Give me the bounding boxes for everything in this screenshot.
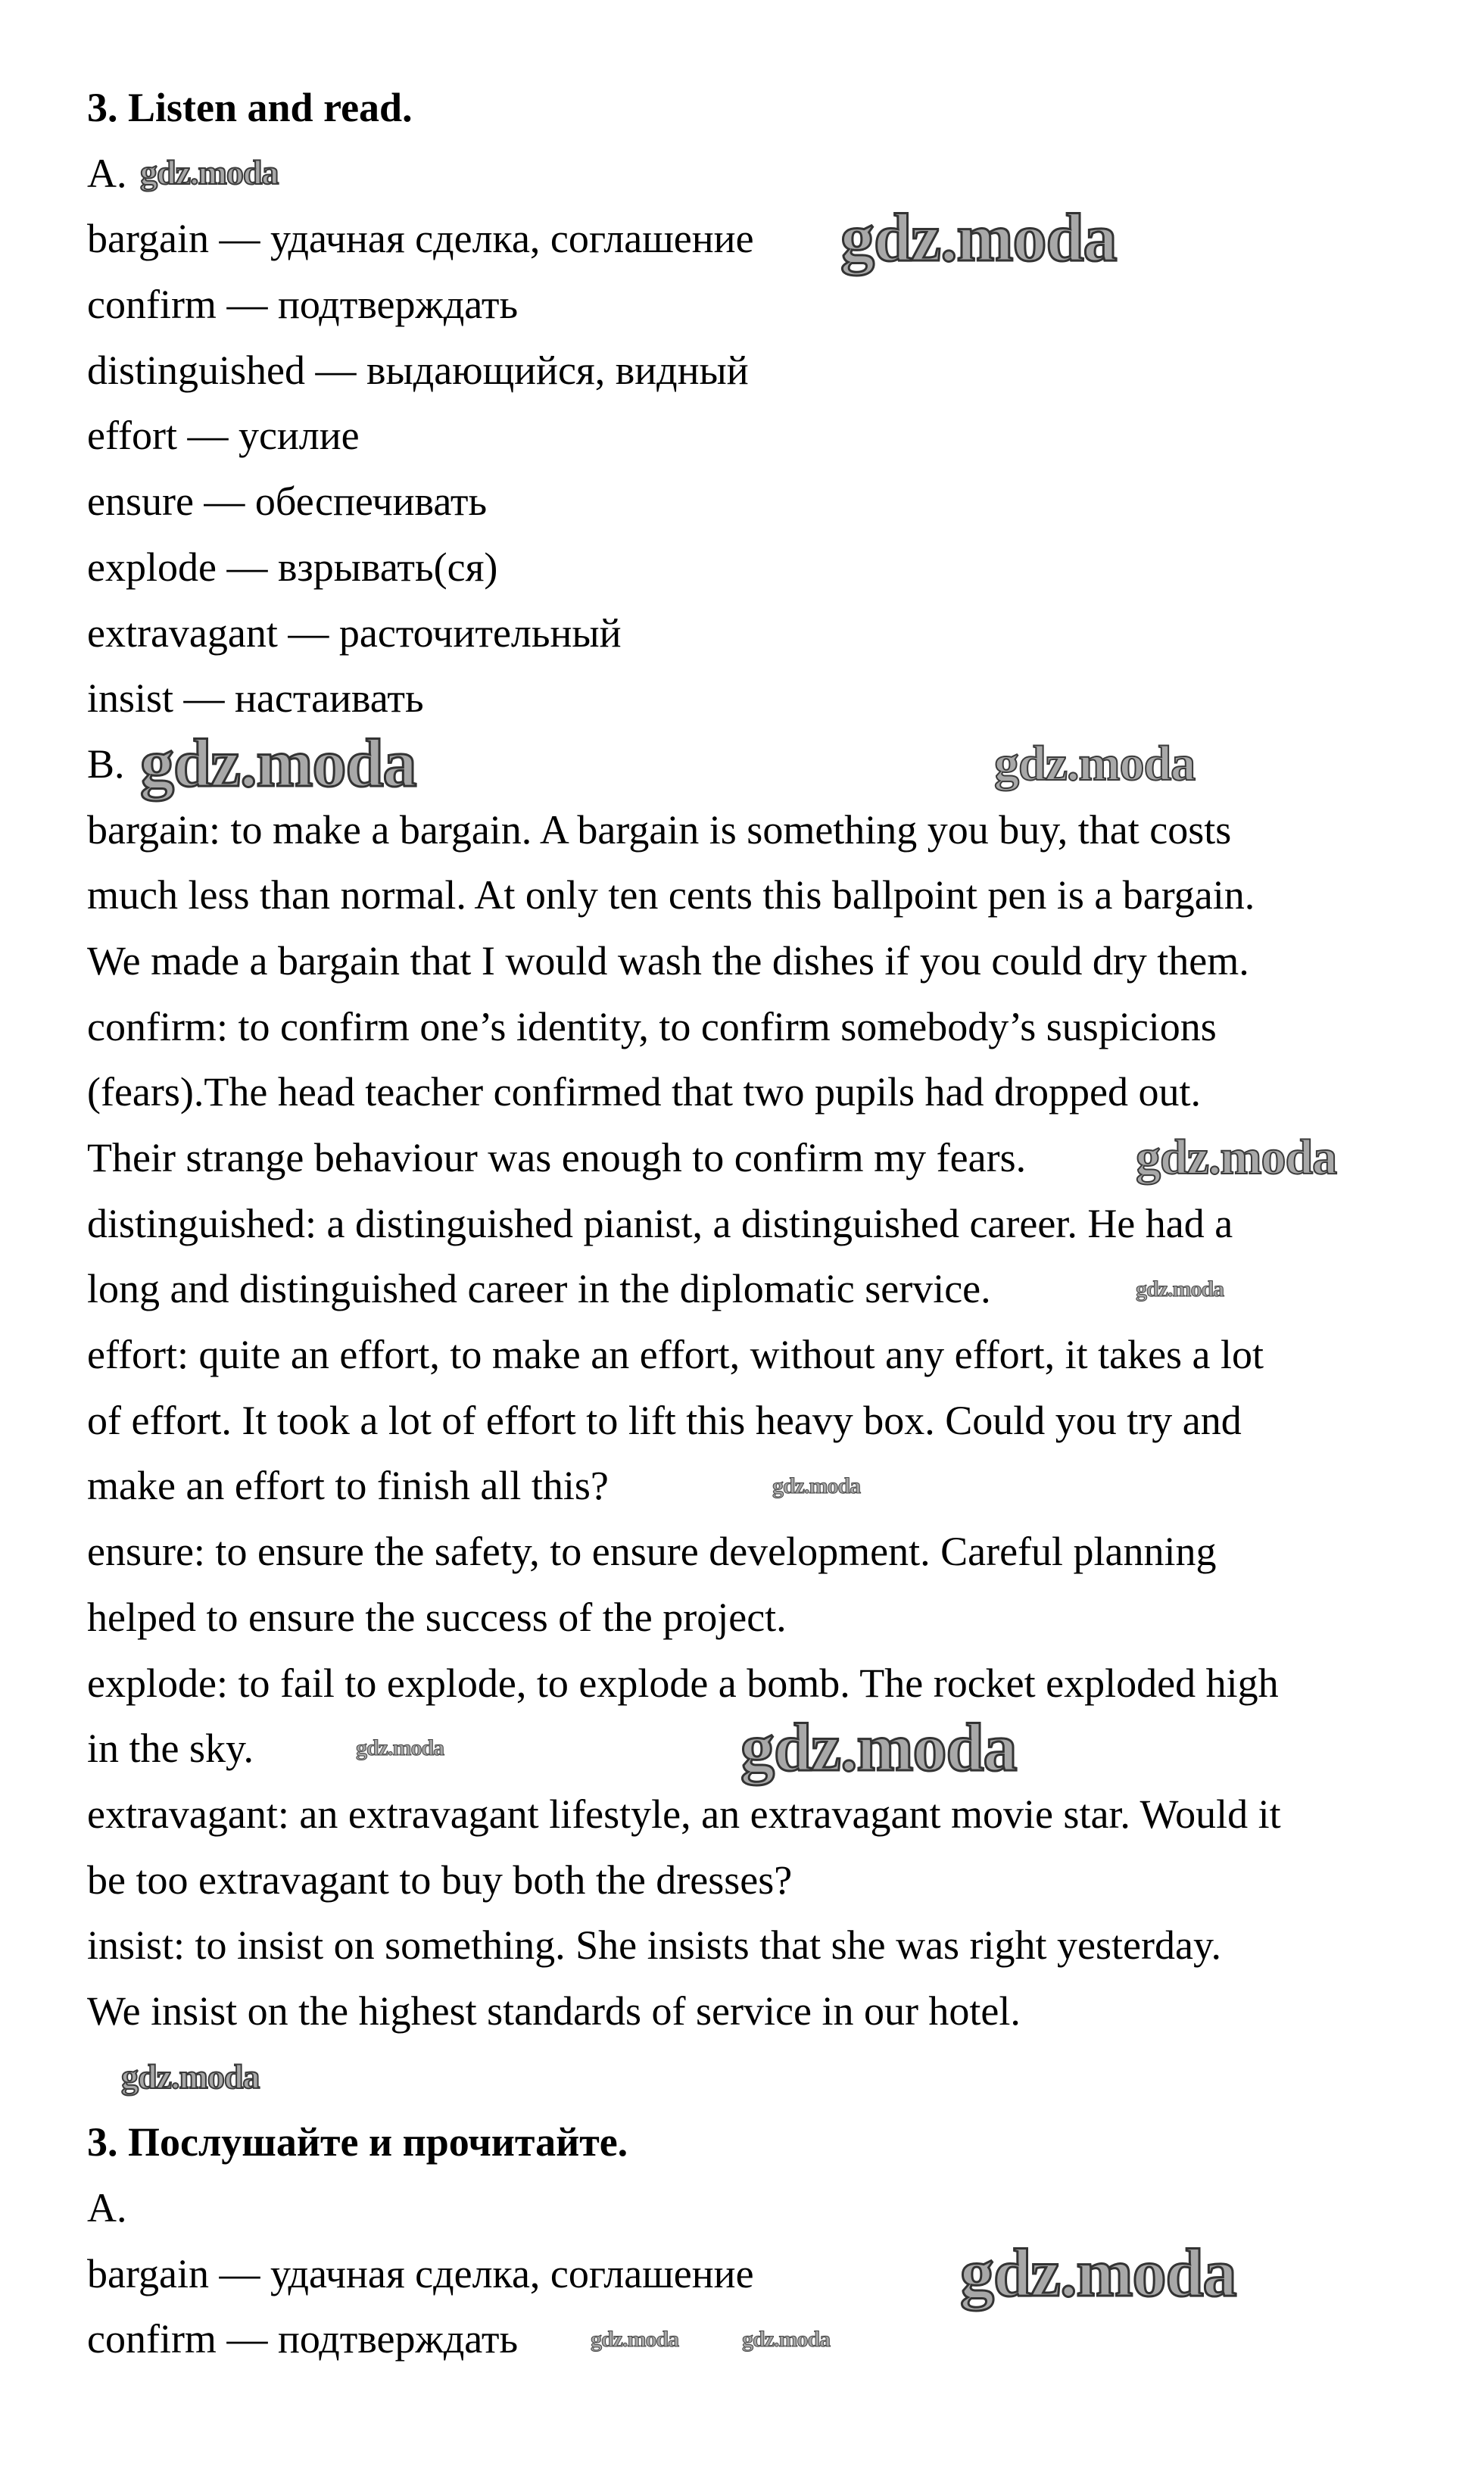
watermark: gdz.moda [742,2327,831,2352]
exercise-title: 3. Listen and read. [87,85,413,130]
watermark: gdz.moda [121,2057,260,2096]
example-line: of effort. It took a lot of effort to lift this heavy box. Could you try and [87,1397,1242,1443]
example-line: distinguished: a distinguished pianist, a distinguished career. He had a [87,1200,1233,1246]
section-a-label: A. [87,150,127,196]
watermark: gdz.moda [591,2327,679,2352]
watermark: gdz.moda [140,153,279,192]
example-line: insist: to insist on something. She insists that she was right yesterday. [87,1922,1221,1969]
russian-title: 3. Послушайте и прочитайте. [87,2119,628,2165]
example-line: ensure: to ensure the safety, to ensure development. Careful planning [87,1529,1217,1575]
example-line: (fears).The head teacher confirmed that two pupils had dropped out. [87,1069,1201,1115]
example-line: make an effort to finish all this? [87,1463,609,1509]
glossary-item: insist — настаивать [87,675,424,722]
example-line: We insist on the highest standards of service in our hotel. [87,1988,1021,2034]
watermark: gdz.moda [140,726,416,801]
example-line: helped to ensure the success of the project. [87,1594,787,1640]
example-line: extravagant: an extravagant lifestyle, an extravagant movie star. Would it [87,1791,1281,1837]
example-line: effort: quite an effort, to make an effort, without any effort, it takes a lot [87,1332,1264,1378]
watermark: gdz.moda [740,1710,1017,1785]
russian-glossary-item: confirm — подтверждать [87,2316,519,2362]
glossary-item: effort — усилие [87,413,360,459]
watermark: gdz.moda [1136,1130,1337,1185]
russian-section-a-label: A. [87,2185,127,2231]
example-line: bargain: to make a bargain. A bargain is something you buy, that costs [87,806,1232,853]
watermark: gdz.moda [840,201,1117,276]
glossary-item: ensure — обеспечивать [87,479,488,525]
glossary-item: explode — взрывать(ся) [87,544,498,590]
document-body [87,84,1435,2381]
watermark: gdz.moda [772,1473,861,1498]
example-line: explode: to fail to explode, to explode a bomb. The rocket exploded high [87,1660,1279,1706]
example-line: be too extravagant to buy both the dresses? [87,1857,793,1903]
example-line: Their strange behaviour was enough to confirm my fears. [87,1135,1027,1180]
glossary-item: confirm — подтверждать [87,282,519,328]
example-line: long and distinguished career in the diplomatic service. [87,1266,991,1312]
watermark: gdz.moda [1136,1277,1224,1302]
glossary-item: extravagant — расточительный [87,610,622,656]
watermark: gdz.moda [994,736,1196,791]
watermark: gdz.moda [356,1735,444,1760]
russian-glossary-item: bargain — удачная сделка, соглашение [87,2250,754,2296]
section-gap [87,2053,1435,2119]
watermark: gdz.moda [960,2236,1236,2311]
example-line: in the sky. [87,1726,254,1772]
example-line: We made a bargain that I would wash the dishes if you could dry them. [87,937,1249,984]
section-b-label: B. [87,740,125,787]
glossary-item: bargain — удачная сделка, соглашение [87,216,754,262]
glossary-item: distinguished — выдающийся, видный [87,347,749,393]
example-line: much less than normal. At only ten cents this ballpoint pen is a bargain. [87,872,1255,918]
example-line: confirm: to confirm one’s identity, to confirm somebody’s suspicions [87,1003,1217,1049]
